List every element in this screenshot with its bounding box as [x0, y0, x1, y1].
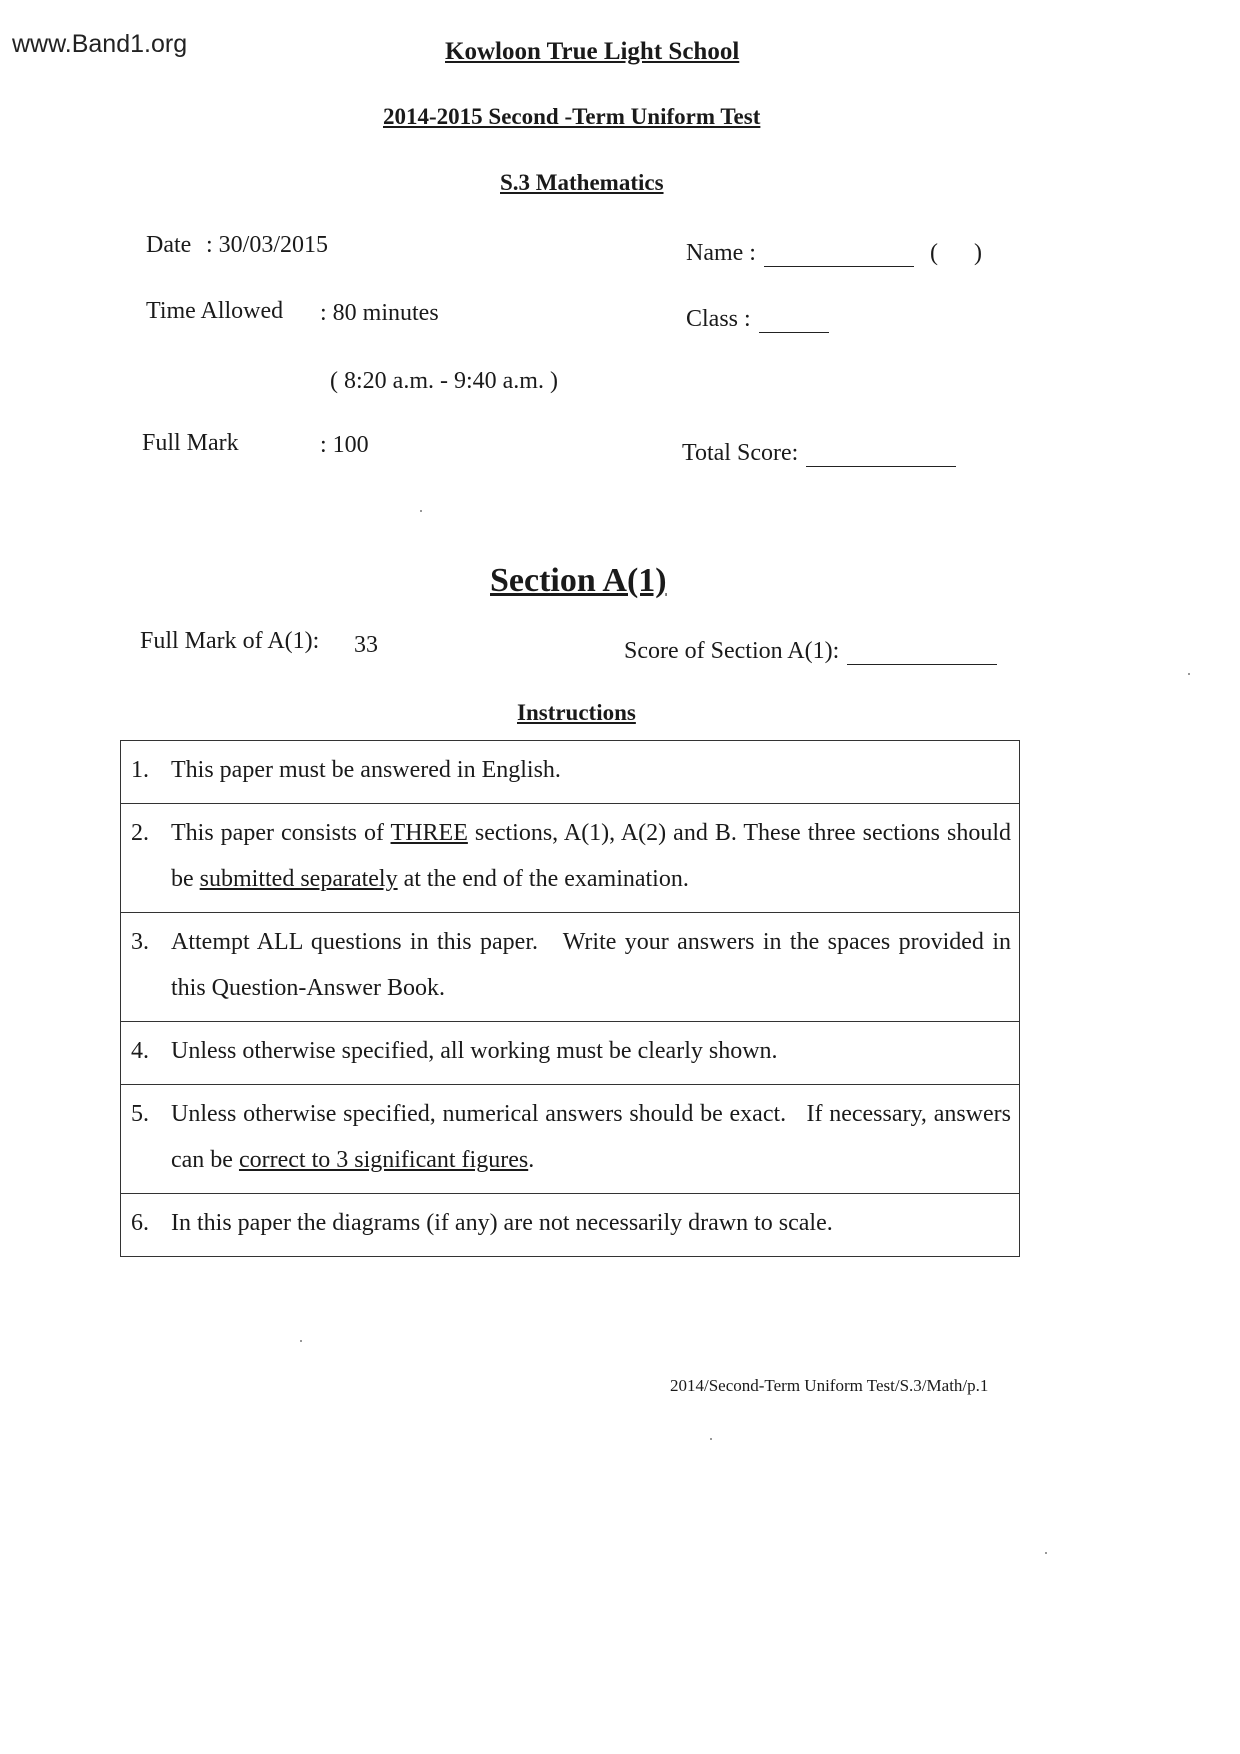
- name-blank[interactable]: [764, 244, 914, 267]
- instruction-number: 4.: [121, 1022, 162, 1085]
- class-number-paren: ( ): [929, 240, 982, 266]
- time-range: ( 8:20 a.m. - 9:40 a.m. ): [330, 368, 558, 394]
- subject-title: S.3 Mathematics: [500, 170, 664, 195]
- instruction-row: [121, 1085, 1020, 1194]
- scan-speck: [1045, 1552, 1047, 1554]
- section-full-mark-label: Full Mark of A(1):: [140, 628, 320, 654]
- instruction-text: This paper consists of THREE sections, A(1), A(2) and B. These three sections should be submitted separately at the end of the examination.: [161, 804, 1020, 913]
- watermark: www.Band1.org: [12, 30, 188, 58]
- instruction-number: 1.: [121, 741, 162, 804]
- instruction-text: Attempt ALL questions in this paper. Write your answers in the spaces provided in this Question-Answer Book.: [161, 913, 1020, 1022]
- instruction-row: [121, 1022, 1020, 1085]
- test-title: 2014-2015 Second -Term Uniform Test: [383, 104, 761, 129]
- section-score-label: Score of Section A(1):: [624, 638, 840, 664]
- underlined-text: submitted separately: [199, 866, 398, 892]
- instructions-title: Instructions: [517, 700, 636, 725]
- total-score-label: Total Score:: [682, 440, 799, 466]
- page-footer: 2014/Second-Term Uniform Test/S.3/Math/p.1: [670, 1376, 989, 1395]
- instruction-text: In this paper the diagrams (if any) are not necessarily drawn to scale.: [161, 1194, 1020, 1257]
- instruction-number: 3.: [121, 913, 162, 1022]
- instruction-row: [121, 804, 1020, 913]
- scan-speck: [710, 1438, 712, 1440]
- instruction-number: 5.: [121, 1085, 162, 1194]
- section-score-field[interactable]: [624, 638, 997, 665]
- instructions-table: [120, 740, 1020, 1257]
- instruction-number: 2.: [121, 804, 162, 913]
- instruction-text: This paper must be answered in English.: [161, 741, 1020, 804]
- time-allowed-value: : 80 minutes: [320, 300, 439, 326]
- section-score-blank[interactable]: [847, 642, 997, 665]
- school-name: Kowloon True Light School: [445, 38, 740, 65]
- section-title: Section A(1): [490, 562, 667, 599]
- class-field[interactable]: [686, 306, 829, 333]
- instruction-row: [121, 1194, 1020, 1257]
- date-label: Date: [146, 232, 192, 258]
- total-score-blank[interactable]: [806, 444, 956, 467]
- instruction-text: Unless otherwise specified, numerical answers should be exact. If necessary, answers can be correct to 3 significant figures.: [161, 1085, 1020, 1194]
- name-field[interactable]: [686, 240, 982, 267]
- time-allowed-label: Time Allowed: [146, 298, 284, 324]
- instruction-number: 6.: [121, 1194, 162, 1257]
- scan-speck: [1188, 673, 1190, 675]
- underlined-text: correct to 3 significant figures: [238, 1147, 529, 1173]
- instruction-row: [121, 741, 1020, 804]
- instruction-row: [121, 913, 1020, 1022]
- total-score-field[interactable]: [682, 440, 956, 467]
- scan-speck: [300, 1340, 302, 1342]
- full-mark-value: : 100: [320, 432, 369, 458]
- full-mark-label: Full Mark: [142, 430, 239, 456]
- date-value: : 30/03/2015: [206, 232, 329, 258]
- section-full-mark-value: 33: [354, 632, 378, 658]
- name-label: Name :: [686, 240, 756, 266]
- class-blank[interactable]: [759, 310, 829, 333]
- instruction-text: Unless otherwise specified, all working must be clearly shown.: [161, 1022, 1020, 1085]
- class-label: Class :: [686, 306, 751, 332]
- underlined-text: THREE: [390, 820, 468, 846]
- scan-speck: [420, 510, 422, 512]
